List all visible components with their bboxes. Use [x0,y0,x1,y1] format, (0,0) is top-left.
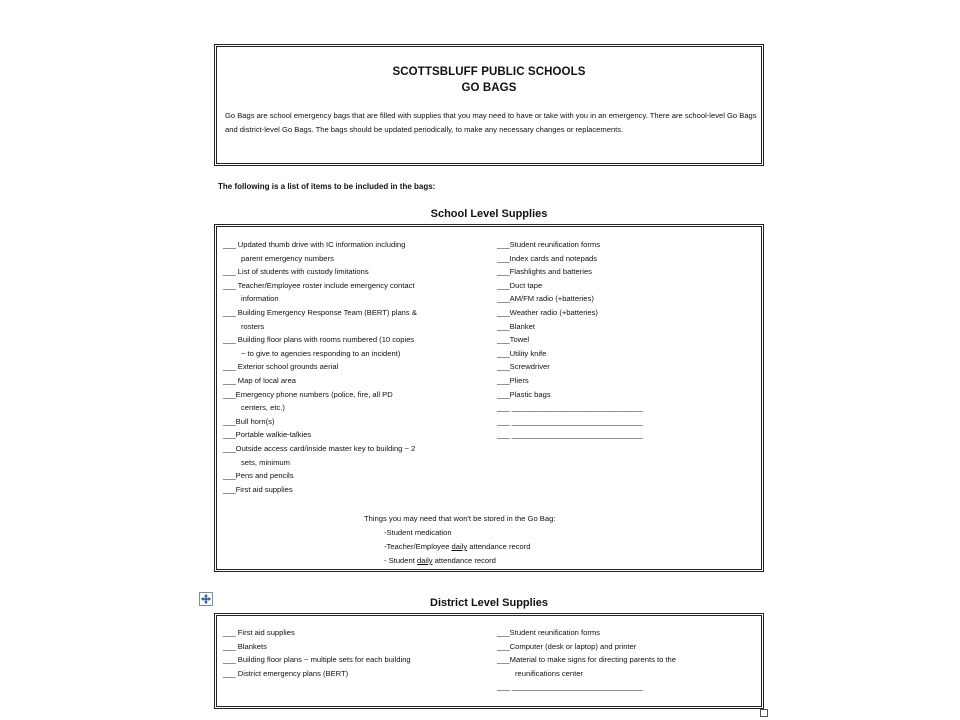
checklist-item-text: ___Blanket [497,321,535,331]
note-text: -Teacher/Employee [384,542,452,551]
district-right-column [497,626,676,694]
note-text: attendance record [467,542,531,551]
checklist-item-text: ___ _______________________________ [497,682,643,692]
note-text: - Student [384,556,417,565]
checklist-item [223,667,411,681]
checklist-item [223,360,417,374]
checklist-item-continuation: reunifications center [515,668,583,678]
checklist-item [223,306,417,333]
checklist-item-text: ___ List of students with custody limitations [223,267,369,277]
checklist-item-text: ___ First aid supplies [223,628,295,637]
checklist-item-text: ___ _______________________________ [497,416,643,426]
checklist-item-text: ___ Teacher/Employee roster include emergency contact [223,280,415,290]
checklist-item-text: ___Computer (desk or laptop) and printer [497,641,637,651]
checklist-item-text: ___ Building floor plans ~ multiple sets for each building [223,655,411,665]
checklist-item-text: ___Pens and pencils [223,471,294,481]
checklist-item-text: ___Index cards and notepads [497,253,598,263]
checklist-item [497,252,643,266]
checklist-item [223,640,411,654]
checklist-item [223,483,417,497]
checklist-item [497,265,643,279]
table-resize-handle[interactable] [760,709,768,717]
checklist-item [223,265,417,279]
checklist-item [223,442,417,469]
checklist-item [223,279,417,306]
checklist-item-text: ___ _______________________________ [497,403,643,413]
checklist-item [223,388,417,415]
checklist-item [497,279,643,293]
note-text: attendance record [432,556,496,565]
checklist-item-text: ___ _______________________________ [497,430,643,440]
move-arrows-icon [200,593,212,605]
checklist-item [497,680,676,694]
checklist-item-text: ___Pliers [497,375,529,385]
document-title: SCOTTSBLUFF PUBLIC SCHOOLS [392,66,586,78]
checklist-item-text: ___ Updated thumb drive with IC information including [223,240,406,249]
checklist-item [497,292,643,306]
checklist-item [497,401,643,415]
checklist-item-text: ___ Exterior school grounds aerial [223,362,339,372]
school-section-title: School Level Supplies [430,208,548,220]
checklist-item-text: ___Material to make signs for directing parents to the [497,655,676,665]
checklist-item [497,388,643,402]
checklist-item [223,374,417,388]
checklist-item [497,360,643,374]
checklist-item-continuation: information [241,294,279,304]
checklist-item-continuation: sets, minimum [241,457,290,467]
school-right-column [497,238,643,442]
checklist-item [497,347,643,361]
checklist-item [223,333,417,360]
checklist-item-text: ___AM/FM radio (+batteries) [497,294,594,304]
checklist-item [497,306,643,320]
header-box [214,44,764,166]
checklist-item-text: ___ Building floor plans with rooms numbered (10 copies [223,335,415,345]
checklist-item-text: ___Plastic bags [497,389,551,399]
checklist-item [223,469,417,483]
checklist-item-continuation: parent emergency numbers [241,253,334,263]
intro-paragraph: Go Bags are school emergency bags that are filled with supplies that you may need to have or take with you in an emergency. There are school-level Go Bags and district-level Go Bags. The bags should be updated periodically, to make any necessary changes or replacements. [225,111,757,134]
checklist-item-text: ___Duct tape [497,280,543,290]
note-item [384,554,496,568]
checklist-item-text: ___Student reunification forms [497,628,600,637]
note-item: -Student medication [384,528,452,537]
checklist-item-text: ___Towel [497,335,530,345]
note-emphasis: daily [451,542,468,551]
checklist-item [497,415,643,429]
checklist-item [497,320,643,334]
checklist-item [223,626,411,640]
school-left-column [223,238,417,496]
checklist-item [223,428,417,442]
checklist-item-text: ___Portable walkie-talkies [223,430,312,440]
checklist-item-text: ___Emergency phone numbers (police, fire, all PD [223,389,393,399]
checklist-item [497,374,643,388]
checklist-item [497,626,676,640]
checklist-item [497,238,643,252]
document-subtitle: GO BAGS [461,82,517,94]
checklist-item [497,653,676,680]
checklist-item [497,640,676,654]
note-item [384,540,530,554]
district-supplies-box [214,613,764,709]
note-title: Things you may need that won't be stored in the Go Bag: [364,514,556,523]
note-emphasis: daily [416,556,433,565]
table-move-handle[interactable] [199,592,213,606]
checklist-item-continuation: ~ to give to agencies responding to an incident) [241,348,401,358]
checklist-item-text: ___ Blankets [223,641,267,651]
checklist-item-text: ___Outside access card/inside master key to building ~ 2 [223,443,416,453]
checklist-item-text: ___ Map of local area [223,375,297,385]
district-left-column [223,626,411,680]
checklist-item-text: ___Student reunification forms [497,240,600,249]
checklist-item-text: ___Flashlights and batteries [497,267,592,277]
checklist-item [223,238,417,265]
checklist-item-text: ___Utility knife [497,348,547,358]
checklist-item [223,415,417,429]
checklist-item [223,653,411,667]
checklist-item-text: ___Weather radio (+batteries) [497,307,598,317]
checklist-item-continuation: centers, etc.) [241,403,285,413]
checklist-item [497,428,643,442]
checklist-item-text: ___ Building Emergency Response Team (BERT) plans & [223,307,417,317]
school-supplies-box [214,224,764,572]
checklist-item-text: ___First aid supplies [223,484,293,494]
checklist-item-continuation: rosters [241,321,265,331]
checklist-item-text: ___Bull horn(s) [223,416,275,426]
checklist-item [497,333,643,347]
district-section-title: District Level Supplies [430,597,548,609]
checklist-item-text: ___ District emergency plans (BERT) [223,668,349,678]
lead-text: The following is a list of items to be included in the bags: [218,182,436,191]
checklist-item-text: ___Screwdriver [497,362,550,372]
